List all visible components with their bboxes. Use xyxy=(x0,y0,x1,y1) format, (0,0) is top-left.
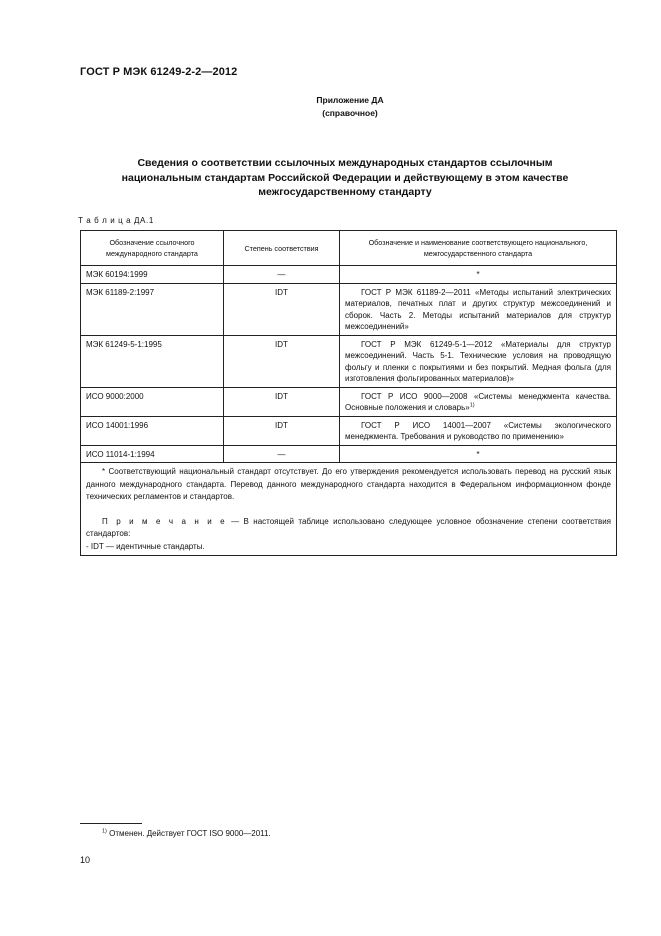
primechanie-note xyxy=(86,516,611,541)
cell-degree: IDT xyxy=(224,387,340,416)
note-label: П р и м е ч а н и е xyxy=(102,516,227,526)
cell-degree: — xyxy=(224,266,340,284)
cell-intl: МЭК 61189-2:1997 xyxy=(81,283,224,335)
table-row xyxy=(81,266,617,284)
table-row xyxy=(81,416,617,445)
section-title xyxy=(90,156,600,200)
cell-degree: IDT xyxy=(224,335,340,387)
cell-intl: МЭК 60194:1999 xyxy=(81,266,224,284)
national-text: ГОСТ Р ИСО 9000—2008 «Системы менеджмента качества. Основные положения и словарь» xyxy=(345,391,611,412)
header-national-standard: Обозначение и наименование соответствующего национального, межгосударственного стандарта xyxy=(340,231,617,266)
footnote xyxy=(102,829,271,838)
table-note-row xyxy=(81,463,617,556)
table-row xyxy=(81,283,617,335)
footnote-ref: 1) xyxy=(469,402,475,409)
title-line-1: Сведения о соответствии ссылочных международных стандартов ссылочным xyxy=(137,157,553,169)
table-row xyxy=(81,335,617,387)
table-label: Т а б л и ц а ДА.1 xyxy=(78,216,154,225)
page-number: 10 xyxy=(80,855,91,865)
cell-intl: ИСО 9000:2000 xyxy=(81,387,224,416)
idt-legend: - IDT — идентичные стандарты. xyxy=(86,541,205,551)
footnote-text: Отменен. Действует ГОСТ ISO 9000—2011. xyxy=(109,829,271,838)
cell-national xyxy=(340,335,617,387)
appendix-title: Приложение ДА xyxy=(316,95,384,105)
header-degree: Степень соответствия xyxy=(224,231,340,266)
cell-degree: IDT xyxy=(224,416,340,445)
title-line-3: межгосударственному стандарту xyxy=(258,186,432,198)
cell-intl: ИСО 14001:1996 xyxy=(81,416,224,445)
national-text: ГОСТ Р МЭК 61189-2—2011 «Методы испытаний электрических материалов, печатных плат и других структур межсоединений и сборок. Часть 2. Методы испытаний материалов для структур межсоединений» xyxy=(345,287,611,331)
cell-degree: IDT xyxy=(224,283,340,335)
cell-national xyxy=(340,387,617,416)
title-line-2: национальным стандартам Российской Федерации и действующему в этом качестве xyxy=(121,171,569,184)
appendix-subtitle: (справочное) xyxy=(322,108,378,118)
cell-degree: — xyxy=(224,445,340,463)
table-row xyxy=(81,387,617,416)
cell-intl: МЭК 61249-5-1:1995 xyxy=(81,335,224,387)
table-row xyxy=(81,445,617,463)
cell-national: * xyxy=(340,445,617,463)
table-note xyxy=(81,463,617,556)
national-text: ГОСТ Р ИСО 14001—2007 «Системы экологического менеджмента. Требования и руководство по применению» xyxy=(345,420,611,441)
national-text: ГОСТ Р МЭК 61249-5-1—2012 «Материалы для структур межсоединений. Часть 5-1. Технические условия на проводящую фольгу и пленки с покрытиями и без покрытий. Медная фольга (для изготовления фольгированных материалов)» xyxy=(345,339,611,383)
national-text-wrap xyxy=(345,391,611,414)
document-header: ГОСТ Р МЭК 61249-2-2—2012 xyxy=(80,66,238,78)
cell-national xyxy=(340,416,617,445)
cell-national xyxy=(340,283,617,335)
footnote-divider xyxy=(80,823,142,824)
correspondence-table xyxy=(80,230,617,556)
asterisk-note: * Соответствующий национальный стандарт отсутствует. До его утверждения рекомендуется использовать перевод на русский язык данного международного стандарта. Перевод данного международного стандарта находится в Федеральном информационном фонде технических регламентов и стандартов. xyxy=(86,467,611,501)
note-text: — В настоящей таблице использовано следующее условное обозначение степени соответствия стандартов: xyxy=(86,516,611,538)
cell-intl: ИСО 11014-1:1994 xyxy=(81,445,224,463)
footnote-mark: 1) xyxy=(102,828,107,835)
table-header-row xyxy=(81,231,617,266)
header-international-standard: Обозначение ссылочного международного стандарта xyxy=(81,231,224,266)
cell-national: * xyxy=(340,266,617,284)
